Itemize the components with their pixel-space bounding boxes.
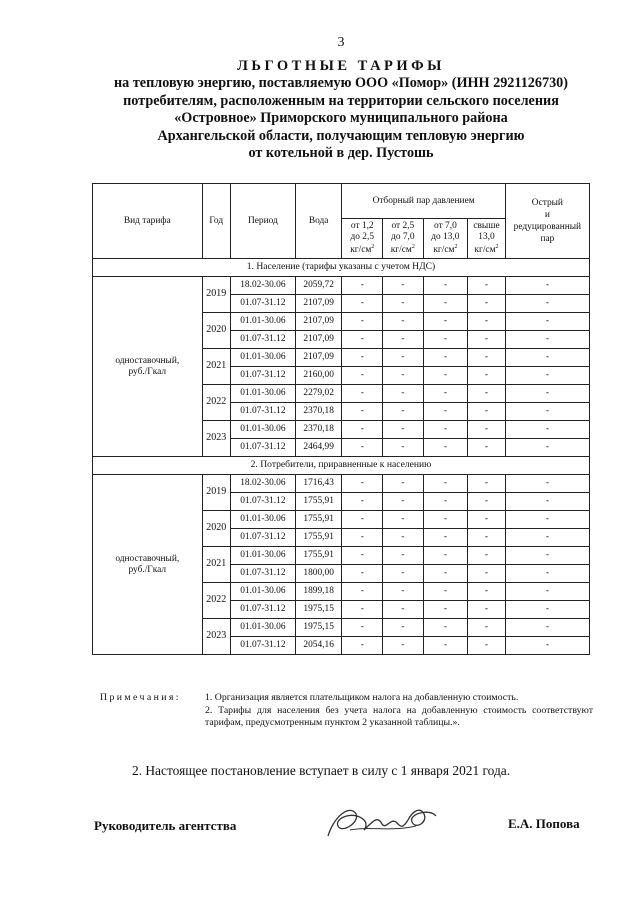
empty-tariff-cell: - (423, 583, 468, 601)
year-cell: 2023 (202, 619, 230, 655)
period-cell: 18.02-30.06 (230, 475, 295, 493)
empty-tariff-cell: - (505, 583, 589, 601)
empty-tariff-cell: - (383, 349, 424, 367)
empty-tariff-cell: - (342, 385, 383, 403)
year-cell: 2019 (202, 277, 230, 313)
empty-tariff-cell: - (505, 313, 589, 331)
empty-tariff-cell: - (468, 403, 506, 421)
empty-tariff-cell: - (505, 493, 589, 511)
empty-tariff-cell: - (468, 367, 506, 385)
empty-tariff-cell: - (423, 385, 468, 403)
empty-tariff-cell: - (505, 529, 589, 547)
empty-tariff-cell: - (342, 583, 383, 601)
section-title: 1. Население (тарифы указаны с учетом НДС) (93, 259, 590, 277)
empty-tariff-cell: - (468, 331, 506, 349)
empty-tariff-cell: - (342, 439, 383, 457)
empty-tariff-cell: - (423, 529, 468, 547)
empty-tariff-cell: - (505, 547, 589, 565)
period-cell: 18.02-30.06 (230, 277, 295, 295)
empty-tariff-cell: - (423, 475, 468, 493)
empty-tariff-cell: - (423, 331, 468, 349)
water-tariff-cell: 2370,18 (295, 421, 342, 439)
period-cell: 01.07-31.12 (230, 565, 295, 583)
empty-tariff-cell: - (383, 493, 424, 511)
notes-body (205, 692, 593, 730)
empty-tariff-cell: - (383, 475, 424, 493)
empty-tariff-cell: - (383, 529, 424, 547)
empty-tariff-cell: - (342, 421, 383, 439)
table-row (93, 277, 590, 295)
tariff-table (92, 183, 590, 655)
empty-tariff-cell: - (468, 475, 506, 493)
empty-tariff-cell: - (423, 619, 468, 637)
empty-tariff-cell: - (383, 583, 424, 601)
water-tariff-cell: 1755,91 (295, 511, 342, 529)
empty-tariff-cell: - (342, 475, 383, 493)
empty-tariff-cell: - (505, 349, 589, 367)
note-item: 1. Организация является плательщиком налога на добавленную стоимость. (205, 692, 519, 703)
empty-tariff-cell: - (383, 295, 424, 313)
water-tariff-cell: 1800,00 (295, 565, 342, 583)
water-tariff-cell: 2370,18 (295, 403, 342, 421)
empty-tariff-cell: - (423, 313, 468, 331)
period-cell: 01.07-31.12 (230, 493, 295, 511)
year-cell: 2021 (202, 547, 230, 583)
empty-tariff-cell: - (468, 619, 506, 637)
empty-tariff-cell: - (342, 529, 383, 547)
empty-tariff-cell: - (423, 637, 468, 655)
water-tariff-cell: 1755,91 (295, 493, 342, 511)
document-title (80, 58, 602, 162)
title-line: «Островное» Приморского муниципального района (174, 110, 508, 127)
tariff-type-cell: одноставочный, руб./Гкал (93, 475, 203, 655)
title-line: Архангельской области, получающим тепловую энергию (157, 127, 525, 144)
water-tariff-cell: 1716,43 (295, 475, 342, 493)
empty-tariff-cell: - (342, 403, 383, 421)
empty-tariff-cell: - (342, 313, 383, 331)
empty-tariff-cell: - (342, 547, 383, 565)
period-cell: 01.07-31.12 (230, 331, 295, 349)
period-cell: 01.01-30.06 (230, 619, 295, 637)
empty-tariff-cell: - (505, 601, 589, 619)
empty-tariff-cell: - (423, 349, 468, 367)
water-tariff-cell: 2279,02 (295, 385, 342, 403)
empty-tariff-cell: - (342, 331, 383, 349)
empty-tariff-cell: - (342, 637, 383, 655)
empty-tariff-cell: - (423, 511, 468, 529)
period-cell: 01.07-31.12 (230, 601, 295, 619)
water-tariff-cell: 1755,91 (295, 547, 342, 565)
water-tariff-cell: 2107,09 (295, 295, 342, 313)
empty-tariff-cell: - (423, 367, 468, 385)
period-cell: 01.01-30.06 (230, 547, 295, 565)
header-pressure: от 2,5 до 7,0 $кг/см^2$ (383, 219, 424, 259)
period-cell: 01.01-30.06 (230, 385, 295, 403)
year-cell: 2023 (202, 421, 230, 457)
water-tariff-cell: 2160,00 (295, 367, 342, 385)
empty-tariff-cell: - (505, 439, 589, 457)
empty-tariff-cell: - (342, 349, 383, 367)
empty-tariff-cell: - (383, 511, 424, 529)
empty-tariff-cell: - (423, 421, 468, 439)
empty-tariff-cell: - (423, 403, 468, 421)
empty-tariff-cell: - (468, 529, 506, 547)
empty-tariff-cell: - (468, 421, 506, 439)
empty-tariff-cell: - (468, 511, 506, 529)
empty-tariff-cell: - (383, 277, 424, 295)
period-cell: 01.07-31.12 (230, 295, 295, 313)
period-cell: 01.01-30.06 (230, 313, 295, 331)
empty-tariff-cell: - (468, 583, 506, 601)
water-tariff-cell: 2107,09 (295, 349, 342, 367)
period-cell: 01.01-30.06 (230, 349, 295, 367)
note-item: 2. Тарифы для населения без учета налога на добавленную стоимость соответствуют тарифам, предусмотренным пунктом 2 указанной таблицы.». (205, 704, 593, 729)
header-pressure: от 1,2 до 2,5 $кг/см^2$ (342, 219, 383, 259)
header-year: Год (202, 184, 230, 259)
empty-tariff-cell: - (342, 295, 383, 313)
period-cell: 01.07-31.12 (230, 637, 295, 655)
empty-tariff-cell: - (505, 475, 589, 493)
empty-tariff-cell: - (383, 421, 424, 439)
title-line: потребителям, расположенным на территории сельского поселения (123, 92, 559, 109)
water-tariff-cell: 1755,91 (295, 529, 342, 547)
empty-tariff-cell: - (423, 295, 468, 313)
page-number: 3 (337, 35, 345, 50)
empty-tariff-cell: - (342, 565, 383, 583)
empty-tariff-cell: - (505, 421, 589, 439)
signatory-position: Руководитель агентства (94, 818, 237, 833)
empty-tariff-cell: - (342, 619, 383, 637)
empty-tariff-cell: - (423, 277, 468, 295)
water-tariff-cell: 1975,15 (295, 601, 342, 619)
empty-tariff-cell: - (505, 619, 589, 637)
empty-tariff-cell: - (468, 349, 506, 367)
empty-tariff-cell: - (505, 385, 589, 403)
empty-tariff-cell: - (383, 565, 424, 583)
year-cell: 2021 (202, 349, 230, 385)
title-main: ЛЬГОТНЫЕ ТАРИФЫ (237, 58, 445, 74)
empty-tariff-cell: - (383, 331, 424, 349)
period-cell: 01.07-31.12 (230, 529, 295, 547)
water-tariff-cell: 2464,99 (295, 439, 342, 457)
year-cell: 2019 (202, 475, 230, 511)
empty-tariff-cell: - (468, 439, 506, 457)
period-cell: 01.01-30.06 (230, 583, 295, 601)
empty-tariff-cell: - (383, 403, 424, 421)
empty-tariff-cell: - (383, 637, 424, 655)
empty-tariff-cell: - (505, 511, 589, 529)
tariff-type-cell: одноставочный, руб./Гкал (93, 277, 203, 457)
header-pressure: от 7,0 до 13,0 $кг/см^2$ (423, 219, 468, 259)
header-sharp-steam: Острый и редуцированный пар (505, 184, 589, 259)
water-tariff-cell: 1899,18 (295, 583, 342, 601)
empty-tariff-cell: - (423, 565, 468, 583)
title-line: на тепловую энергию, поставляемую ООО «Помор» (ИНН 2921126730) (114, 75, 568, 92)
empty-tariff-cell: - (505, 403, 589, 421)
empty-tariff-cell: - (383, 385, 424, 403)
empty-tariff-cell: - (383, 619, 424, 637)
empty-tariff-cell: - (342, 277, 383, 295)
header-period: Период (230, 184, 295, 259)
empty-tariff-cell: - (468, 637, 506, 655)
water-tariff-cell: 2059,72 (295, 277, 342, 295)
water-tariff-cell: 1975,15 (295, 619, 342, 637)
year-cell: 2022 (202, 583, 230, 619)
empty-tariff-cell: - (505, 277, 589, 295)
title-line: от котельной в дер. Пустошь (248, 145, 434, 162)
empty-tariff-cell: - (383, 367, 424, 385)
header-pressure: свыше 13,0 $кг/см^2$ (468, 219, 506, 259)
empty-tariff-cell: - (468, 565, 506, 583)
empty-tariff-cell: - (342, 493, 383, 511)
notes-label: Примечания: (100, 692, 181, 703)
empty-tariff-cell: - (383, 547, 424, 565)
period-cell: 01.07-31.12 (230, 403, 295, 421)
empty-tariff-cell: - (468, 385, 506, 403)
header-water: Вода (295, 184, 342, 259)
effective-date-clause: 2. Настоящее постановление вступает в силу с 1 января 2021 года. (132, 763, 511, 778)
section-title: 2. Потребители, приравненные к населению (93, 457, 590, 475)
empty-tariff-cell: - (342, 367, 383, 385)
empty-tariff-cell: - (383, 313, 424, 331)
empty-tariff-cell: - (505, 367, 589, 385)
period-cell: 01.07-31.12 (230, 367, 295, 385)
empty-tariff-cell: - (423, 547, 468, 565)
empty-tariff-cell: - (468, 493, 506, 511)
header-steam: Отборный пар давлением (342, 184, 505, 219)
empty-tariff-cell: - (505, 565, 589, 583)
period-cell: 01.01-30.06 (230, 421, 295, 439)
empty-tariff-cell: - (468, 277, 506, 295)
water-tariff-cell: 2107,09 (295, 313, 342, 331)
empty-tariff-cell: - (505, 331, 589, 349)
water-tariff-cell: 2107,09 (295, 331, 342, 349)
header-tariff-type: Вид тарифа (93, 184, 203, 259)
empty-tariff-cell: - (468, 601, 506, 619)
empty-tariff-cell: - (423, 601, 468, 619)
empty-tariff-cell: - (468, 295, 506, 313)
empty-tariff-cell: - (505, 637, 589, 655)
empty-tariff-cell: - (342, 511, 383, 529)
period-cell: 01.01-30.06 (230, 511, 295, 529)
period-cell: 01.07-31.12 (230, 439, 295, 457)
empty-tariff-cell: - (423, 493, 468, 511)
empty-tariff-cell: - (468, 313, 506, 331)
signatory-name: Е.А. Попова (508, 816, 580, 831)
empty-tariff-cell: - (505, 295, 589, 313)
empty-tariff-cell: - (468, 547, 506, 565)
signature-image (320, 796, 440, 851)
empty-tariff-cell: - (383, 439, 424, 457)
empty-tariff-cell: - (423, 439, 468, 457)
year-cell: 2020 (202, 313, 230, 349)
year-cell: 2022 (202, 385, 230, 421)
empty-tariff-cell: - (383, 601, 424, 619)
water-tariff-cell: 2054,16 (295, 637, 342, 655)
year-cell: 2020 (202, 511, 230, 547)
table-row (93, 475, 590, 493)
empty-tariff-cell: - (342, 601, 383, 619)
